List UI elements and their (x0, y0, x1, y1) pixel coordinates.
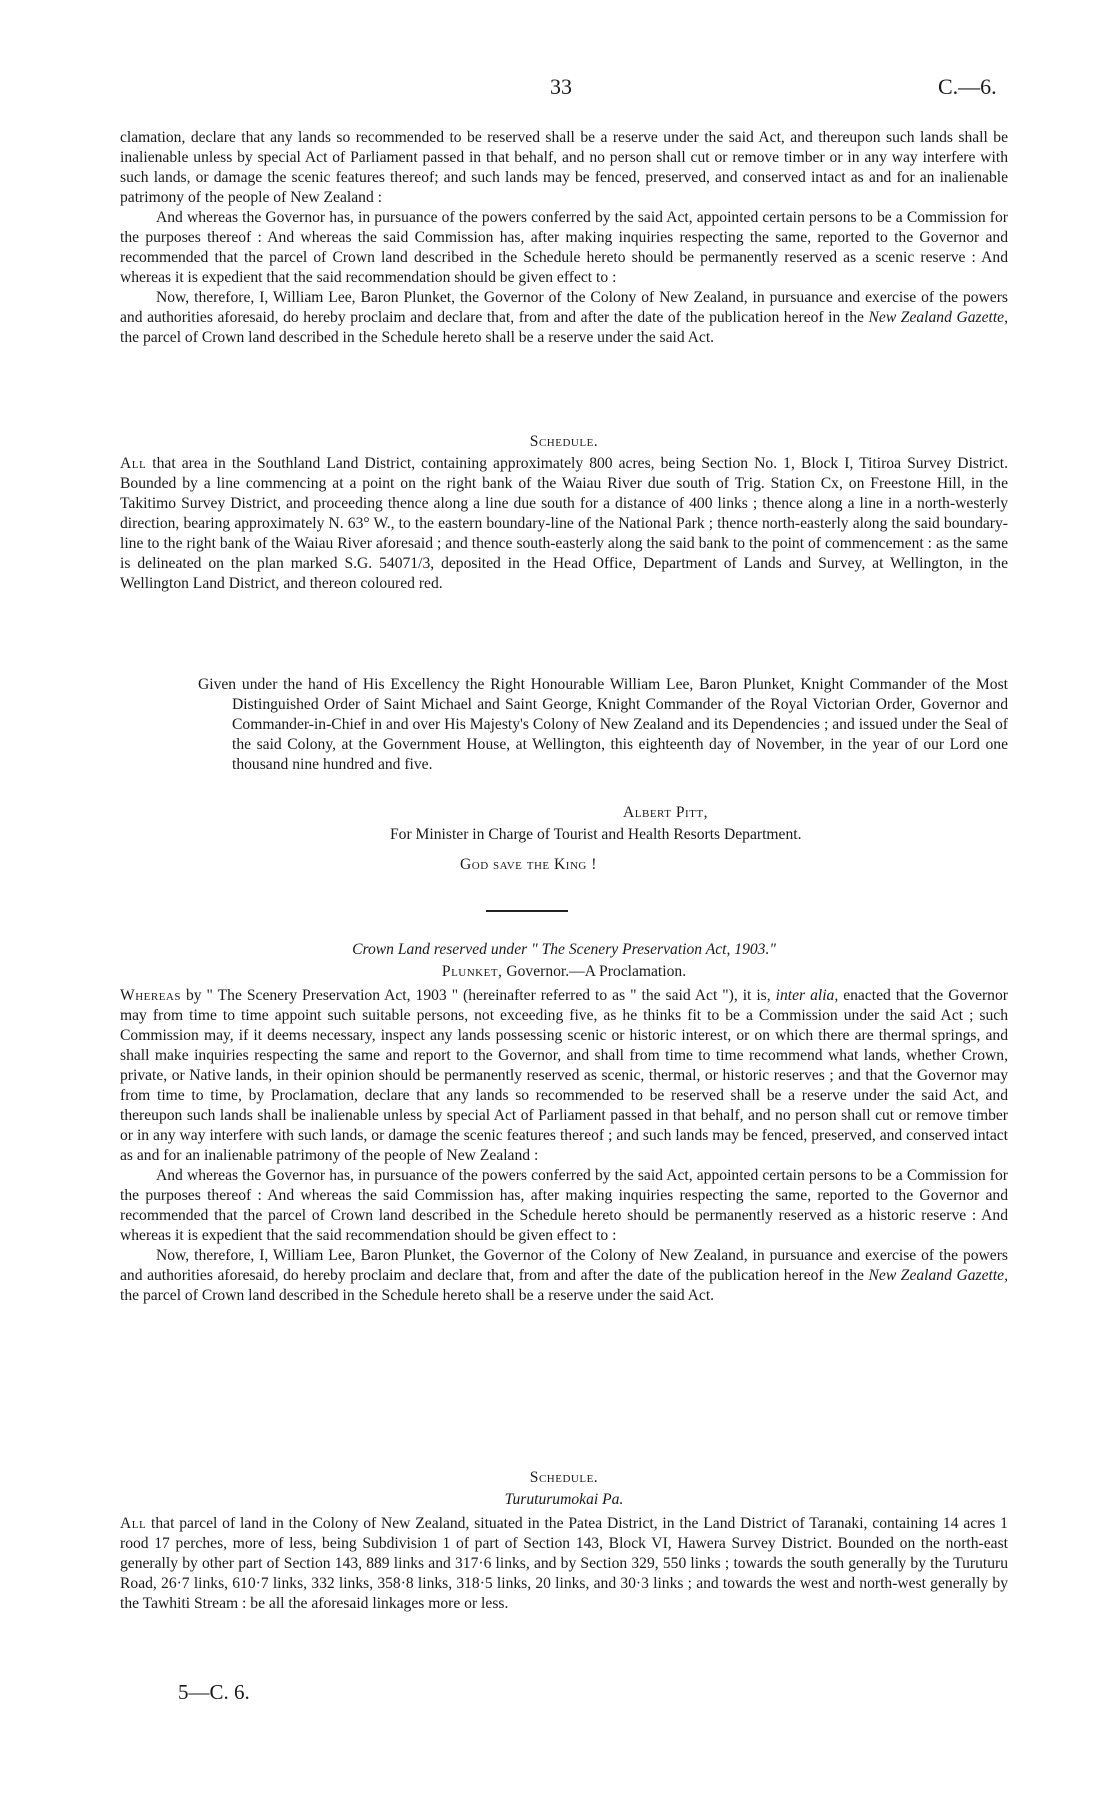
paragraph-text: the parcel of Crown land described in the Schedule hereto shall be a reserve under the said Act. (120, 1287, 715, 1304)
document-reference: C.—6. (938, 74, 997, 99)
paragraph-continued: clamation, declare that any lands so recommended to be reserved shall be a reserve under the said Act, and thereupon such lands shall be inalienable unless by special Act of Parliament passed in that behalf, and no person shall cut or remove timber or in any way interfere with such lands, or damage the scenic features thereof; and such lands may be fenced, preserved, and conserved intact as and for an inalienable patrimony of the people of New Zealand : (120, 129, 1008, 206)
given-paragraph: Given under the hand of His Excellency the Right Honourable William Lee, Baron Plunket, Knight Commander of the Most Distinguished Order of Saint Michael and Saint George, Knight Commander of the Royal Victorian Order, Governor and Commander-in-Chief in and over His Majesty's Colony of New Zealand and its Dependencies ; and issued under the Seal of the said Colony, at the Government House, at Wellington, this eighteenth day of November, in the year of our Lord one thousand nine hundred and five. (198, 676, 1008, 773)
schedule-paragraph (120, 1514, 1008, 1614)
given-under-hand (198, 675, 1008, 775)
lead-word: All (120, 1515, 147, 1532)
paragraph-text: by " The Scenery Preservation Act, 1903 " (hereinafter referred to as " the said Act "), it is, (185, 987, 771, 1004)
paragraph-now-therefore (120, 1246, 1008, 1306)
proclamation-2-title (120, 940, 1008, 960)
proclamation-2-body (120, 986, 1008, 1306)
god-save-the-king: God save the King ! (460, 856, 597, 873)
governor-name: Plunket, (441, 963, 503, 980)
signature-mark: 5—C. 6. (178, 1680, 250, 1704)
title-text: Crown Land reserved under (352, 941, 528, 958)
proclamation-1-body (120, 128, 1008, 348)
latin-phrase: inter alia, (775, 987, 839, 1004)
schedule-1-body (120, 454, 1008, 594)
paragraph-whereas-opening (120, 986, 1008, 1166)
paragraph-whereas: And whereas the Governor has, in pursuance of the powers conferred by the said Act, appointed certain persons to be a Commission for the purposes thereof : And whereas the said Commission has, after making inquiries respecting the same, reported to the Governor and recommended that the parcel of Crown land described in the Schedule hereto should be permanently reserved as a historic reserve : And whereas it is expedient that the said recommendation should be given effect to : (120, 1167, 1008, 1244)
paragraph-text: the parcel of Crown land described in the Schedule hereto shall be a reserve under the said Act. (120, 329, 715, 346)
proclamation-label: Governor.—A Proclamation. (506, 963, 687, 980)
paragraph-now-therefore (120, 288, 1008, 348)
paragraph-whereas: And whereas the Governor has, in pursuance of the powers conferred by the said Act, appointed certain persons to be a Commission for the purposes thereof : And whereas the said Commission has, after making inquiries respecting the same, reported to the Governor and recommended that the parcel of Crown land described in the Schedule hereto should be permanently reserved as a scenic reserve : And whereas it is expedient that the said recommendation should be given effect to : (120, 209, 1008, 286)
schedule-heading: Schedule. (529, 433, 599, 450)
proclamation-2-subtitle (120, 962, 1008, 982)
page-number: 33 (550, 74, 572, 99)
gazette-title: New Zealand Gazette, (868, 1267, 1008, 1284)
paragraph-text: Now, therefore, I, William Lee, Baron Plunket, the Governor of the Colony of New Zealand, in pursuance and exercise of the powers and authorities aforesaid, do hereby proclaim and declare that, from and after the date of the publication hereof in the (120, 1247, 1008, 1284)
lead-word: All (120, 455, 147, 472)
lead-word: Whereas (120, 987, 181, 1004)
place-name: Turuturumokai Pa. (504, 1491, 624, 1508)
schedule-2-body (120, 1514, 1008, 1614)
signatory-role: For Minister in Charge of Tourist and Health Resorts Department. (390, 826, 802, 843)
schedule-text: that area in the Southland Land District, containing approximately 800 acres, being Section No. 1, Block I, Titiroa Survey District. Bounded by a line commencing at a point on the right bank of the Waiau River due south of Trig. Station Cx, on Freestone Hill, in the Takitimo Survey District, and proceeding thence along a line due south for a distance of 400 links ; thence along a line in a north-westerly direction, bearing approximately N. 63° W., to the eastern boundary-line of the National Park ; thence north-easterly along the said boundary-line to the right bank of the Waiau River aforesaid ; and thence south-easterly along the said bank to the point of commencement : as the same is delineated on the plan marked S.G. 54071/3, deposited in the Head Office, Department of Lands and Survey, at Wellington, in the Wellington Land District, and thereon coloured red. (120, 455, 1008, 592)
page-header (0, 74, 1114, 104)
gazette-title: New Zealand Gazette, (868, 309, 1008, 326)
schedule-subheading (120, 1490, 1008, 1510)
schedule-text: that parcel of land in the Colony of New Zealand, situated in the Patea District, in the Land District of Taranaki, containing 14 acres 1 rood 17 perches, more of less, being Subdivision 1 of part of Section 143, Block VI, Hawera Survey District. Bounded on the north-east generally by other part of Section 143, 889 links and 317·6 links, and by Section 329, 550 links ; towards the south generally by the Turuturu Road, 26·7 links, 610·7 links, 332 links, 358·8 links, 318·5 links, 20 links, and 30·3 links ; and towards the west and north-west generally by the Tawhiti Stream : be all the aforesaid linkages more or less. (120, 1515, 1008, 1612)
paragraph-text: Now, therefore, I, William Lee, Baron Plunket, the Governor of the Colony of New Zealand, in pursuance and exercise of the powers and authorities aforesaid, do hereby proclaim and declare that, from and after the date of the publication hereof in the (120, 289, 1008, 326)
schedule-paragraph (120, 454, 1008, 594)
section-divider (486, 910, 568, 912)
paragraph-text: enacted that the Governor may from time to time appoint such suitable persons, not exceeding five, as he thinks fit to be a Commission under the said Act ; such Commission may, if it deems necessary, inspect any lands possessing scenic or historic interest, or on which there are thermal springs, and shall make inquiries respecting the same and report to the Governor, and shall from time to time recommend what lands, whether Crown, private, or Native lands, in their opinion should be permanently reserved as scenic, thermal, or historic reserves ; and that the Governor may from time to time, by Proclamation, declare that any lands so recommended to be reserved shall be a reserve under the said Act, and thereupon such lands shall be inalienable unless by special Act of Parliament passed in that behalf, and no person shall cut or remove timber or in any way interfere with such lands, or damage the scenic features thereof ; and such lands may be fenced, preserved, and conserved intact as and for an inalienable patrimony of the people of New Zealand : (120, 987, 1008, 1164)
schedule-heading: Schedule. (529, 1469, 599, 1486)
title-act: " The Scenery Preservation Act, 1903." (531, 941, 776, 958)
signatory-name: Albert Pitt, (623, 804, 709, 821)
